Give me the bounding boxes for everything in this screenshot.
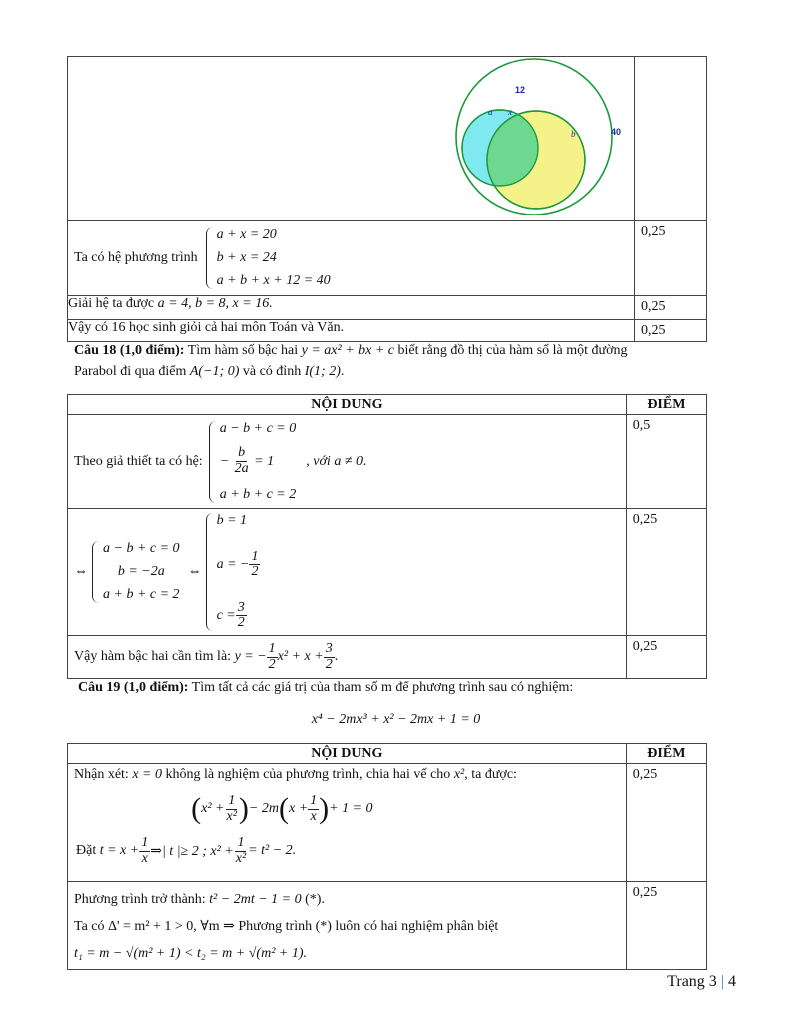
q19-row1-text-b: không là nghiệm của phương trình, chia hai vế cho <box>162 767 454 782</box>
q19-row1-math-b: x² <box>453 767 465 782</box>
q17-conclusion: Vậy có 16 học sinh giỏi cả hai môn Toán và Văn. <box>68 320 635 342</box>
venn-label-outer: 40 <box>611 127 622 137</box>
footer-total: 4 <box>728 973 736 990</box>
q18-table <box>67 394 707 679</box>
venn-label-total: 12 <box>515 85 526 95</box>
q17-solve-text: Giải hệ ta được <box>68 296 155 311</box>
q19-row1-eq-pre: x² + <box>201 801 225 816</box>
q18-title-line2b: và có đỉnh <box>239 364 305 379</box>
q18-header-content: NỘI DUNG <box>68 395 627 415</box>
venn-label-a: a <box>488 107 493 117</box>
q18-row1: Theo giả thiết ta có hệ: a − b + c = 0 − $\frac{b}{2a}$ = 1 a + b + c = 2 , với a ≠ 0. <box>68 415 627 509</box>
q18-title-end: . <box>340 364 345 379</box>
q18-title-bold: Câu 18 (1,0 điểm): <box>74 343 185 358</box>
q18-row3-mid: x² + x + <box>277 649 324 664</box>
q19-row1-dat-num2: 1 <box>237 834 245 850</box>
q18-row3-y: y = − <box>234 649 267 664</box>
q17-system-intro: Ta có hệ phương trình <box>74 250 198 265</box>
q18-row1-intro: Theo giả thiết ta có hệ: <box>74 453 203 469</box>
q18-row1-score: 0,5 <box>626 415 706 509</box>
q19-row2 <box>68 882 627 970</box>
footer-label: Trang 3 <box>667 973 717 990</box>
q19-row1-dat-den: x <box>141 850 148 866</box>
q19-title-text: Tìm tất cả các giá trị của tham số m để phương trình sau có nghiệm: <box>188 680 574 695</box>
q18-row2-arrow-2: ⇔ <box>187 564 202 579</box>
q18-row3-text: Vậy hàm bậc hai cần tìm là: <box>74 649 232 664</box>
q18-row3 <box>68 636 627 679</box>
venn-label-x: x <box>508 107 512 117</box>
q17-score-3: 0,25 <box>635 320 707 342</box>
q19-row1-dat-t: t = x + <box>99 843 140 858</box>
q18-row2-a-den: 2 <box>251 564 259 580</box>
q19-row1-text-a: Nhận xét: <box>74 767 133 782</box>
q19-table <box>67 743 707 970</box>
q17-solve-cell <box>68 296 635 320</box>
q19-row2-score: 0,25 <box>626 882 706 970</box>
q18-title-line2a: Parabol đi qua điểm <box>74 364 190 379</box>
q19-row1-eq-x: x + <box>288 801 309 816</box>
q19-header-score: ĐIỂM <box>626 744 706 764</box>
q18-header-score: ĐIỂM <box>626 395 706 415</box>
venn-cell <box>68 57 635 221</box>
q18-row2-s1-l2: b = −2a <box>117 564 165 579</box>
q17-solve-math: a = 4, b = 8, x = 16. <box>157 296 273 311</box>
q18-row3-den1: 2 <box>268 656 276 672</box>
page-footer <box>667 973 736 991</box>
q17-eq-1: a + x = 20 <box>216 227 277 242</box>
q18-row2-s1-l3: a + b + c = 2 <box>103 587 180 602</box>
q18-title-text2: biết rằng đồ thị của hàm số là một đường <box>394 343 628 358</box>
q18-row3-den2: 2 <box>325 656 333 672</box>
q19-row2-line2: Ta có Δ' = m² + 1 > 0, ∀m ⇒ Phương trình (*) luôn có hai nghiệm phân biệt <box>74 919 499 934</box>
q19-row1-dat-num: 1 <box>141 834 149 850</box>
q18-row1-l1: a − b + c = 0 <box>219 420 297 436</box>
q18-row3-score: 0,25 <box>626 636 706 679</box>
venn-diagram <box>68 57 634 215</box>
q18-row1-l2-num: b <box>238 445 246 461</box>
q18-title-math: y = ax² + bx + c <box>301 343 395 358</box>
q17-system-cell <box>68 221 635 296</box>
q19-row2-star: (*). <box>301 892 325 907</box>
q19-row2-eq: t² − 2mt − 1 = 0 <box>209 892 302 907</box>
footer-sep: | <box>720 973 724 990</box>
q18-row3-num1: 1 <box>268 640 276 656</box>
q18-row2-c-num: 3 <box>237 599 245 615</box>
q18-row2-a-pre: a = − <box>216 556 250 572</box>
q18-row2-c-den: 2 <box>237 615 245 631</box>
q18-title-point: A(−1; 0) <box>189 364 240 379</box>
q17-eq-3: a + b + x + 12 = 40 <box>216 273 331 288</box>
q18-row3-end: . <box>334 649 339 664</box>
q18-title <box>74 340 714 382</box>
q17-table <box>67 56 707 342</box>
q19-header-content: NỘI DUNG <box>68 744 627 764</box>
q18-row2-s1-l1: a − b + c = 0 <box>103 541 180 556</box>
q19-row1-eq-mid: − 2m <box>248 801 279 816</box>
q19-row1-eq-num1: 1 <box>228 792 236 808</box>
q18-row2 <box>68 509 627 636</box>
q18-title-text1: Tìm hàm số bậc hai <box>184 343 302 358</box>
q19-row1-dat-mid: ⇒| t |≥ 2 ; x² + <box>150 843 234 859</box>
q19-row1-dat <box>68 831 626 871</box>
q19-row1 <box>68 764 627 882</box>
q19-row1-dat-den2: x² <box>235 850 247 866</box>
q18-title-vertex: I(1; 2) <box>304 364 341 379</box>
q18-row1-l2-rest: = 1 <box>254 453 275 469</box>
q19-row2-line3: t₁ = m − √(m² + 1) < t₂ = m + √(m² + 1). <box>74 946 307 961</box>
q18-row2-arrow-1: ⇔ <box>74 564 88 579</box>
q18-row2-c-pre: c = <box>216 607 236 623</box>
q17-score-2: 0,25 <box>635 296 707 320</box>
venn-label-b: b <box>571 129 576 139</box>
q18-row2-score: 0,25 <box>626 509 706 636</box>
empty-score-cell <box>635 57 707 221</box>
q19-title <box>78 680 573 696</box>
q18-row2-b: b = 1 <box>216 513 248 528</box>
q18-row1-l3: a + b + c = 2 <box>219 486 297 502</box>
q19-row2-text: Phương trình trở thành: <box>74 892 210 907</box>
q19-row1-eq-end: + 1 = 0 <box>329 801 373 816</box>
q19-row1-math-a: x = 0 <box>132 767 162 782</box>
q19-row1-eq-num2: 1 <box>310 792 318 808</box>
q18-row2-a-num: 1 <box>251 548 259 564</box>
q17-eq-2: b + x = 24 <box>216 250 277 265</box>
q18-row1-cond: , với a ≠ 0. <box>306 453 367 469</box>
q19-row1-text-c: , ta được: <box>464 767 517 782</box>
q18-row1-l2-den: 2a <box>234 461 249 476</box>
q19-row1-eq-den2: x <box>310 808 317 824</box>
q19-equation: x⁴ − 2mx³ + x² − 2mx + 1 = 0 <box>311 712 481 727</box>
q19-row1-eq-den1: x² <box>226 808 237 824</box>
q17-score-1: 0,25 <box>635 221 707 296</box>
q19-row1-equation: ( x² + $\frac{1}{\text{x²}}$ ) − 2m ( x + $\frac{1}{x}$ ) + 1 = 0 <box>191 792 373 825</box>
q19-title-bold: Câu 19 (1,0 điểm): <box>78 680 189 695</box>
q19-row1-dat-label: Đặt <box>76 843 97 858</box>
q19-row1-dat-end: = t² − 2. <box>248 843 297 858</box>
q19-row1-score: 0,25 <box>626 764 706 882</box>
q18-row3-num2: 3 <box>325 640 333 656</box>
